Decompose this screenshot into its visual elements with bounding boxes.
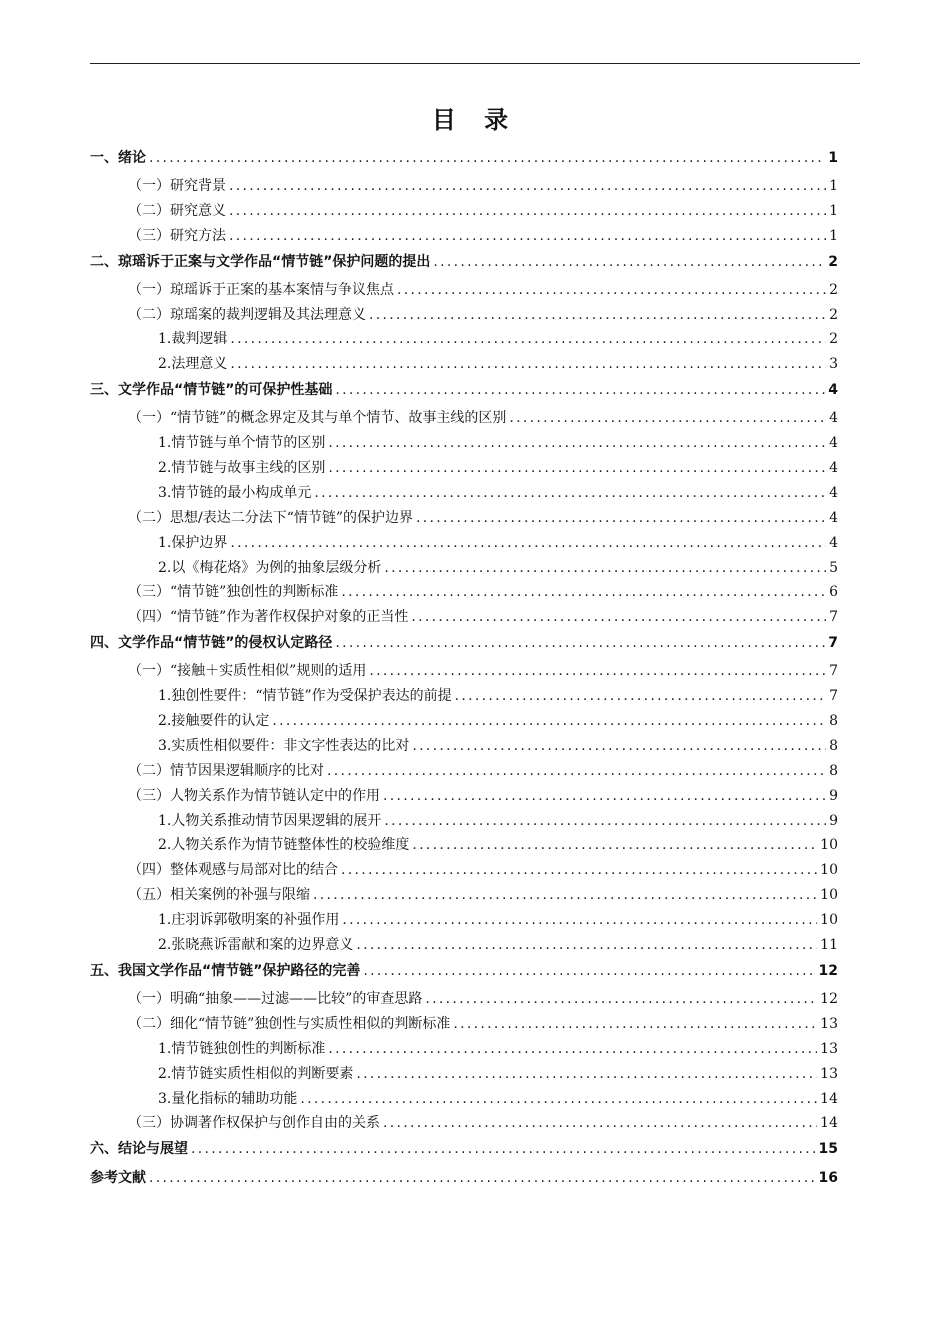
toc-entry-label: 3.实质性相似要件：非文字性表达的比对 — [158, 737, 410, 754]
dot-leader — [328, 435, 826, 451]
toc-entry[interactable] — [90, 532, 838, 557]
toc-entry-label: （五）相关案例的补强与限缩 — [128, 887, 310, 904]
toc-entry-page-number: 1 — [829, 202, 838, 219]
toc-entry[interactable] — [90, 959, 838, 988]
toc-entry[interactable] — [90, 457, 838, 482]
toc-entry[interactable] — [90, 710, 838, 735]
toc-entry-page-number: 11 — [820, 937, 838, 954]
toc-entry[interactable] — [90, 353, 838, 378]
dot-leader — [342, 912, 817, 928]
toc-entry-page-number: 2 — [828, 253, 838, 270]
toc-entry[interactable] — [90, 200, 838, 225]
toc-entry-page-number: 3 — [829, 356, 838, 373]
toc-entry[interactable] — [90, 378, 838, 407]
toc-entry-page-number: 16 — [818, 1170, 838, 1187]
toc-entry-page-number: 14 — [820, 1115, 838, 1132]
dot-leader — [356, 937, 817, 953]
toc-entry-page-number: 2 — [829, 281, 838, 298]
dot-leader — [149, 150, 825, 166]
toc-entry-page-number: 4 — [829, 410, 838, 427]
toc-entry[interactable] — [90, 407, 838, 432]
toc-entry-page-number: 1 — [829, 227, 838, 244]
toc-entry-page-number: 14 — [820, 1090, 838, 1107]
toc-entry[interactable] — [90, 432, 838, 457]
dot-leader — [335, 382, 825, 398]
toc-entry-label: （一）明确“抽象——过滤——比较”的审查思路 — [128, 990, 423, 1007]
dot-leader — [341, 584, 826, 600]
dot-leader — [412, 837, 817, 853]
dot-leader — [335, 635, 825, 651]
dot-leader — [455, 688, 826, 704]
dot-leader — [341, 862, 817, 878]
toc-entry-label: 1.情节链与单个情节的区别 — [158, 435, 326, 452]
dot-leader — [327, 763, 826, 779]
toc-entry[interactable] — [90, 507, 838, 532]
toc-entry-label: 六、结论与展望 — [90, 1141, 188, 1158]
toc-entry-label: （二）细化“情节链”独创性与实质性相似的判断标准 — [128, 1015, 451, 1032]
toc-entry-label: 2.以《梅花烙》为例的抽象层级分析 — [158, 559, 382, 576]
dot-leader — [384, 560, 826, 576]
toc-entry-page-number: 8 — [829, 762, 838, 779]
toc-entry[interactable] — [90, 1013, 838, 1038]
toc-entry-label: 1.情节链独创性的判断标准 — [158, 1040, 326, 1057]
toc-entry[interactable] — [90, 934, 838, 959]
toc-entry[interactable] — [90, 557, 838, 582]
toc-entry[interactable] — [90, 1038, 838, 1063]
toc-entry[interactable] — [90, 988, 838, 1013]
toc-entry[interactable] — [90, 735, 838, 760]
toc-entry-label: （一）“情节链”的概念界定及其与单个情节、故事主线的区别 — [128, 410, 507, 427]
dot-leader — [453, 1016, 817, 1032]
dot-leader — [383, 788, 826, 804]
toc-entry[interactable] — [90, 660, 838, 685]
dot-leader — [230, 535, 826, 551]
toc-entry-label: 1.保护边界 — [158, 534, 228, 551]
toc-entry-page-number: 13 — [820, 1015, 838, 1032]
toc-entry-page-number: 7 — [829, 609, 838, 626]
dot-leader — [416, 510, 826, 526]
toc-entry[interactable] — [90, 631, 838, 660]
dot-leader — [313, 887, 817, 903]
toc-entry-page-number: 7 — [828, 635, 838, 652]
dot-leader — [412, 738, 826, 754]
toc-entry[interactable] — [90, 810, 838, 835]
toc-entry-page-number: 9 — [829, 812, 838, 829]
toc-entry[interactable] — [90, 279, 838, 304]
toc-entry-label: 1.人物关系推动情节因果逻辑的展开 — [158, 812, 382, 829]
toc-entry[interactable] — [90, 859, 838, 884]
dot-leader — [397, 282, 826, 298]
toc-entry-page-number: 15 — [818, 1141, 838, 1158]
toc-entry-label: 参考文献 — [90, 1170, 146, 1187]
toc-entry[interactable] — [90, 225, 838, 250]
dot-leader — [229, 203, 826, 219]
dot-leader — [328, 1041, 817, 1057]
toc-entry-page-number: 6 — [829, 584, 838, 601]
toc-entry[interactable] — [90, 175, 838, 200]
toc-entry-label: （三）研究方法 — [128, 227, 226, 244]
toc-entry-label: （二）思想/表达二分法下“情节链”的保护边界 — [128, 509, 414, 526]
toc-entry-page-number: 2 — [829, 306, 838, 323]
toc-entry-label: （二）琼瑶案的裁判逻辑及其法理意义 — [128, 306, 366, 323]
toc-entry[interactable] — [90, 1088, 838, 1113]
toc-entry-page-number: 7 — [829, 688, 838, 705]
toc-entry-label: 一、绪论 — [90, 150, 146, 166]
dot-leader — [363, 963, 815, 979]
toc-entry-label: 五、我国文学作品“情节链”保护路径的完善 — [90, 962, 361, 979]
toc-entry-label: （二）研究意义 — [128, 202, 226, 219]
toc-entry-page-number: 7 — [829, 663, 838, 680]
toc-entry-label: （三）人物关系作为情节链认定中的作用 — [128, 787, 380, 804]
toc-entry[interactable] — [90, 606, 838, 631]
toc-entry-label: 3.情节链的最小构成单元 — [158, 484, 312, 501]
table-of-contents — [90, 146, 838, 1195]
toc-entry-label: （一）“接触＋实质性相似”规则的适用 — [128, 663, 367, 680]
toc-entry-page-number: 9 — [829, 787, 838, 804]
toc-entry-page-number: 5 — [829, 559, 838, 576]
dot-leader — [328, 460, 826, 476]
toc-entry[interactable] — [90, 482, 838, 507]
toc-entry-label: 1.裁判逻辑 — [158, 331, 228, 348]
toc-entry[interactable] — [90, 1137, 838, 1166]
dot-leader — [230, 356, 826, 372]
toc-entry[interactable] — [90, 1166, 838, 1195]
dot-leader — [509, 410, 826, 426]
toc-entry[interactable] — [90, 304, 838, 329]
toc-entry-label: 三、文学作品“情节链”的可保护性基础 — [90, 382, 333, 399]
toc-entry[interactable] — [90, 581, 838, 606]
header-rule — [90, 63, 860, 64]
toc-entry-page-number: 4 — [829, 509, 838, 526]
toc-entry-page-number: 10 — [820, 912, 838, 929]
toc-entry[interactable] — [90, 785, 838, 810]
dot-leader — [384, 813, 826, 829]
toc-entry-label: （二）情节因果逻辑顺序的比对 — [128, 762, 324, 779]
toc-entry-label: 3.量化指标的辅助功能 — [158, 1090, 298, 1107]
dot-leader — [230, 331, 826, 347]
toc-entry-page-number: 1 — [829, 178, 838, 194]
toc-entry-page-number: 2 — [829, 331, 838, 348]
toc-entry-page-number: 12 — [818, 962, 838, 979]
toc-entry-page-number: 4 — [828, 382, 838, 399]
toc-entry[interactable] — [90, 884, 838, 909]
toc-entry[interactable] — [90, 1063, 838, 1088]
toc-entry-page-number: 4 — [829, 435, 838, 452]
dot-leader — [314, 485, 826, 501]
dot-leader — [229, 178, 826, 194]
toc-entry-label: 2.人物关系作为情节链整体性的校验维度 — [158, 837, 410, 854]
toc-entry-page-number: 8 — [829, 737, 838, 754]
toc-entry-label: 二、琼瑶诉于正案与文学作品“情节链”保护问题的提出 — [90, 253, 431, 270]
toc-entry[interactable] — [90, 685, 838, 710]
toc-entry[interactable] — [90, 1112, 838, 1137]
dot-leader — [272, 713, 826, 729]
dot-leader — [191, 1141, 816, 1157]
dot-leader — [229, 228, 826, 244]
toc-entry-page-number: 4 — [829, 484, 838, 501]
toc-entry-page-number: 10 — [820, 887, 838, 904]
toc-entry-label: 2.情节链与故事主线的区别 — [158, 460, 326, 477]
dot-leader — [149, 1170, 816, 1186]
toc-entry-page-number: 13 — [820, 1065, 838, 1082]
dot-leader — [356, 1066, 817, 1082]
toc-entry-page-number: 8 — [829, 713, 838, 730]
page-title: 目 录 — [431, 106, 519, 134]
toc-entry-page-number: 1 — [828, 150, 838, 166]
toc-entry[interactable] — [90, 146, 838, 175]
toc-entry-label: 2.张晓燕诉雷献和案的边界意义 — [158, 937, 354, 954]
toc-entry[interactable] — [90, 760, 838, 785]
toc-entry-label: 1.独创性要件：“情节链”作为受保护表达的前提 — [158, 688, 452, 705]
toc-entry-label: 2.法理意义 — [158, 356, 228, 373]
toc-entry[interactable] — [90, 250, 838, 279]
dot-leader — [369, 307, 826, 323]
dot-leader — [411, 609, 826, 625]
toc-entry-page-number: 13 — [820, 1040, 838, 1057]
toc-entry-label: 1.庄羽诉郭敬明案的补强作用 — [158, 912, 340, 929]
dot-leader — [369, 663, 826, 679]
toc-entry-label: （三）“情节链”独创性的判断标准 — [128, 584, 339, 601]
toc-entry-label: （三）协调著作权保护与创作自由的关系 — [128, 1115, 380, 1132]
toc-entry[interactable] — [90, 328, 838, 353]
dot-leader — [300, 1091, 817, 1107]
toc-entry-page-number: 4 — [829, 460, 838, 477]
toc-entry-page-number: 10 — [820, 862, 838, 879]
toc-entry-page-number: 4 — [829, 534, 838, 551]
toc-entry[interactable] — [90, 909, 838, 934]
dot-leader — [383, 1115, 817, 1131]
toc-entry-label: （四）整体观感与局部对比的结合 — [128, 862, 338, 879]
dot-leader — [433, 254, 825, 270]
toc-entry-label: 2.接触要件的认定 — [158, 713, 270, 730]
toc-entry-label: （一）琼瑶诉于正案的基本案情与争议焦点 — [128, 281, 394, 298]
toc-entry[interactable] — [90, 834, 838, 859]
toc-entry-page-number: 10 — [820, 837, 838, 854]
toc-entry-label: （四）“情节链”作为著作权保护对象的正当性 — [128, 609, 409, 626]
dot-leader — [425, 991, 817, 1007]
toc-entry-label: 四、文学作品“情节链”的侵权认定路径 — [90, 635, 333, 652]
toc-entry-label: 2.情节链实质性相似的判断要素 — [158, 1065, 354, 1082]
toc-entry-label: （一）研究背景 — [128, 178, 226, 194]
toc-entry-page-number: 12 — [820, 990, 838, 1007]
